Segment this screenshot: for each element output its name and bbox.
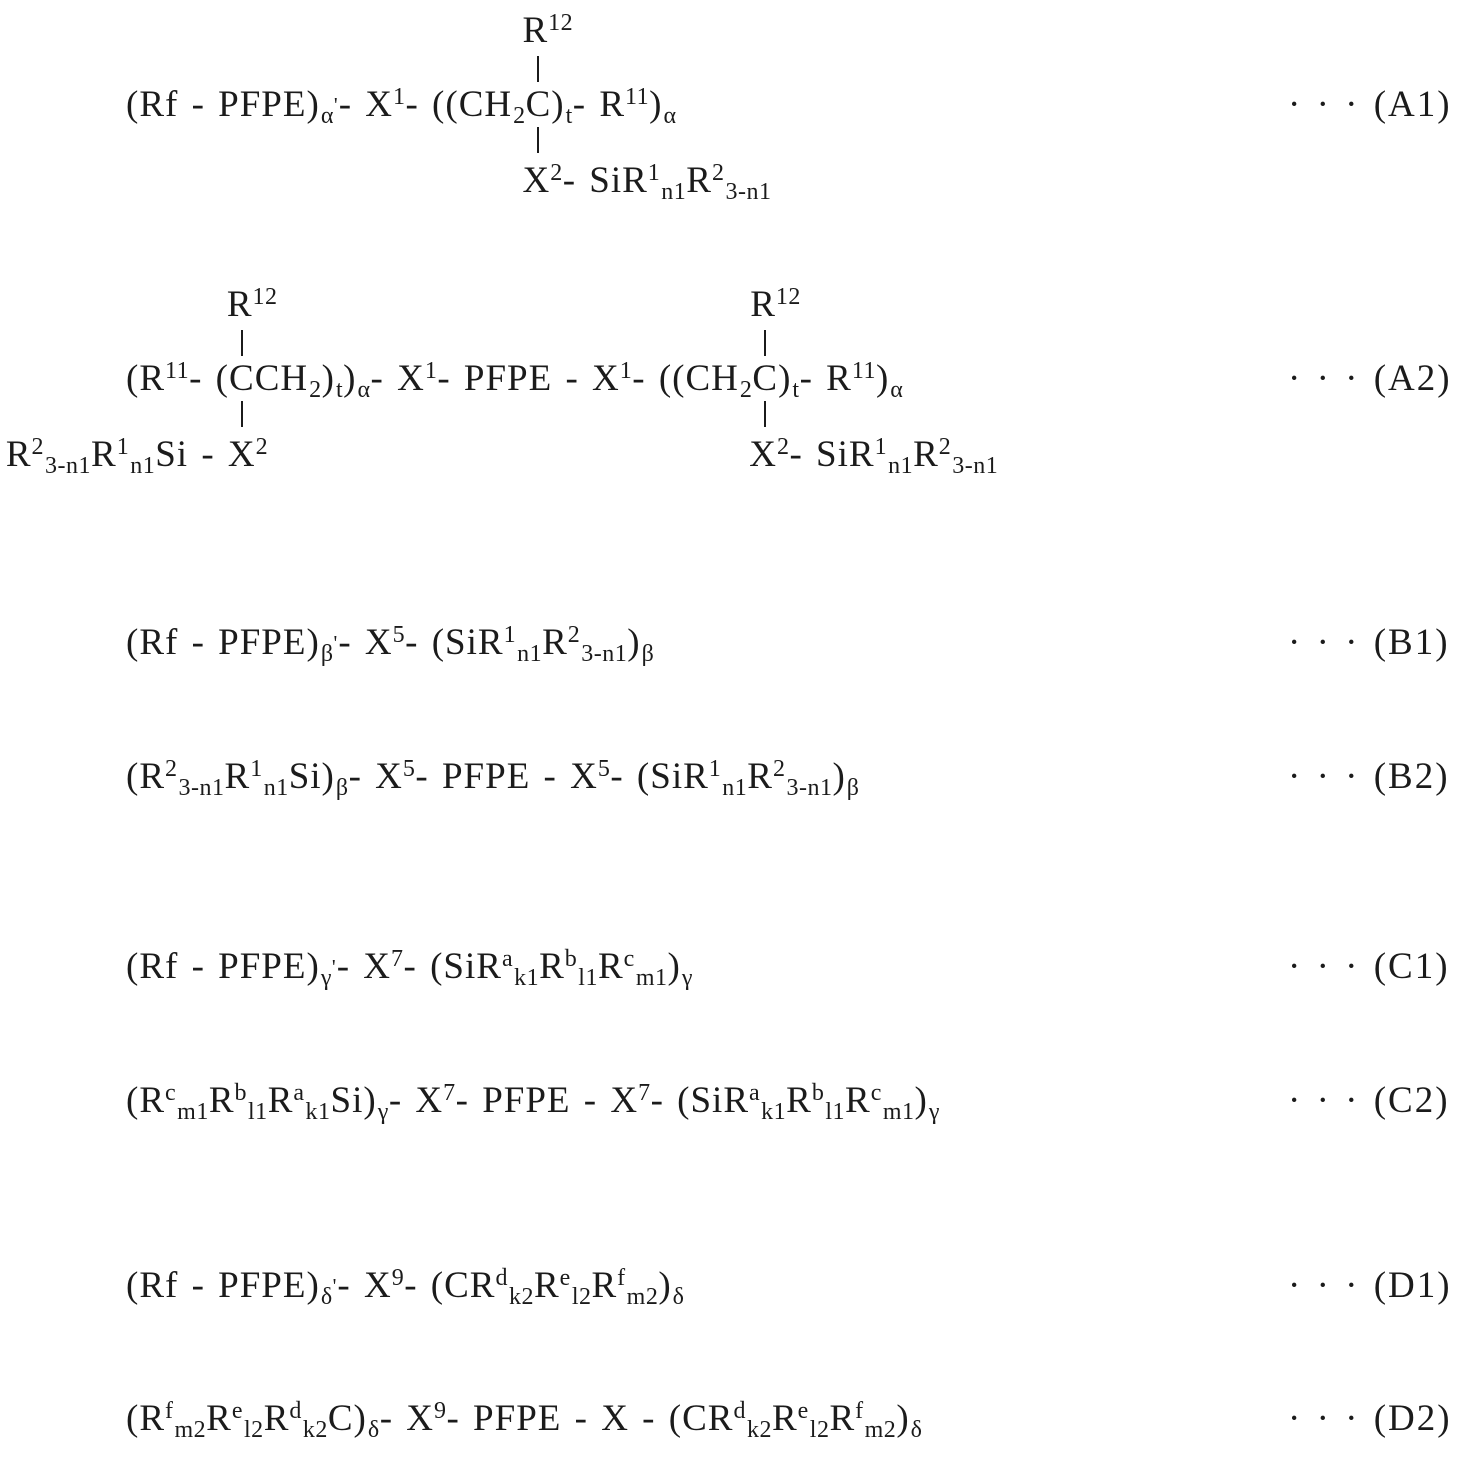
token: R [226,284,253,325]
formula-label-A1 [1288,86,1452,123]
token: a [749,1079,761,1106]
token: b [564,945,578,972]
token: n1 [263,775,289,802]
token: k1 [305,1099,331,1126]
main-line [126,83,677,130]
token: · · · (C2) [1288,1080,1450,1121]
token: β [320,641,334,668]
token: 1 [874,433,888,460]
token: ' [332,1274,338,1299]
token: b [234,1079,248,1106]
token: n1 [517,641,543,668]
substituent-top-right [750,283,801,325]
formula-label-B1 [1288,624,1450,661]
token: m2 [626,1284,659,1311]
bond-line [764,330,766,356]
formula-label-A2 [1288,360,1452,397]
token: ' [331,955,337,980]
token: R [845,1080,871,1121]
token: R [747,756,773,797]
token: l1 [248,1099,268,1126]
token: R [539,946,565,987]
token: ) [649,84,663,125]
token: ' [333,93,339,118]
token: l1 [578,965,598,992]
main-line [126,1397,923,1444]
token: 9 [391,1264,405,1291]
token: R [771,1398,798,1439]
token: 11 [625,83,650,110]
token: n1 [888,453,914,480]
token: R [913,434,939,475]
token: - ((CH [405,84,513,125]
token: (R [126,1080,165,1121]
token: m1 [882,1099,915,1126]
token: d [733,1397,746,1424]
token: 5 [402,755,416,782]
token: ) [551,84,565,125]
token: β [641,641,655,668]
token: 2 [31,433,45,460]
token: c [165,1079,177,1106]
token: 1 [503,621,517,648]
token: R [267,1080,294,1121]
token: m1 [635,965,668,992]
main-line [126,357,904,404]
token: n1 [661,179,687,206]
bond-line [537,56,539,82]
token: 3-n1 [725,179,772,206]
substituent-bottom [522,159,772,206]
formula-label-D2 [1288,1400,1452,1437]
token: 12 [548,9,574,36]
token: CH [254,358,309,399]
formula-label-B2 [1288,758,1450,795]
bond-line [537,127,539,153]
token: - X [388,1080,444,1121]
token: 2 [711,159,725,186]
token: 3-n1 [178,775,225,802]
token: d [495,1264,508,1291]
token: 1 [116,433,130,460]
token: · · · (A2) [1288,358,1452,399]
token: ) [914,1080,928,1121]
token: R [829,1398,856,1439]
token: - SiR [562,160,648,201]
token: 1 [619,357,633,384]
formula-label-C1 [1288,948,1450,985]
token: (R [126,756,165,797]
token: 1 [424,357,438,384]
token: e [559,1264,571,1291]
token: - PFPE - X - (CR [446,1398,734,1439]
token: - (SiR [610,756,709,797]
token: · · · (C1) [1288,946,1450,987]
token: R [533,1265,560,1306]
token: 5 [597,755,611,782]
anchor-atom: C [229,358,255,399]
token: 11 [165,357,190,384]
token: b [811,1079,825,1106]
substituent-top [522,9,574,51]
token: - X [338,622,393,663]
token: a [501,945,514,972]
token: k1 [514,965,540,992]
token: R [786,1080,812,1121]
token: 1 [708,755,722,782]
token: Si - X [155,434,256,475]
token: γ [320,965,332,992]
token: 3-n1 [786,775,833,802]
token: (Rf - PFPE) [126,84,320,125]
token: 1 [647,159,661,186]
token: 3-n1 [581,641,628,668]
token: Si) [330,1080,377,1121]
token: 7 [443,1079,456,1106]
token: - (SiR [403,946,502,987]
token: α [320,103,334,130]
substituent-bottom-right [749,433,999,480]
token: R [522,10,549,51]
token: n1 [722,775,748,802]
token: ) [875,358,890,399]
token: - SiR [789,434,875,475]
token: α [663,103,677,130]
token: α [357,377,371,404]
token: t [565,103,573,130]
token: δ [367,1417,380,1444]
token: k2 [302,1417,328,1444]
token: · · · (D1) [1288,1265,1452,1306]
token: k1 [761,1099,787,1126]
token: R [206,1398,232,1439]
token: R [591,1265,618,1306]
token: 2 [772,755,786,782]
bond-line [241,330,243,356]
token: k2 [746,1417,772,1444]
main-line [126,621,655,668]
token: - PFPE - X [455,1080,639,1121]
token: C) [327,1398,367,1439]
token: 5 [392,621,406,648]
token: l2 [244,1417,264,1444]
token: ) [832,756,846,797]
token: - PFPE - X [415,756,598,797]
token: m1 [177,1099,209,1126]
token: n1 [130,453,156,480]
token: - ( [189,358,230,399]
token: f [855,1397,864,1424]
token: l2 [571,1284,592,1311]
token: δ [910,1417,923,1444]
main-line [126,945,693,992]
token: 2 [309,377,322,404]
token: 2 [567,621,581,648]
token: f [617,1264,626,1291]
token: · · · (D2) [1288,1398,1452,1439]
token: c [623,945,635,972]
token: (Rf - PFPE) [126,946,320,987]
token: e [797,1397,809,1424]
token: f [165,1397,174,1424]
token: 1 [250,755,263,782]
token: 2 [513,103,526,130]
token: · · · (B2) [1288,756,1450,797]
token: - (CR [404,1265,496,1306]
formula-label-C2 [1288,1082,1450,1119]
substituent-bottom-left [5,433,269,480]
token: 2 [550,159,563,186]
token: ) [667,946,681,987]
token: ) [896,1398,910,1439]
token: ) [658,1265,672,1306]
token: 12 [252,283,278,310]
token: d [289,1397,302,1424]
token: R [750,284,776,325]
token: 2 [255,433,269,460]
token: β [335,775,349,802]
anchor-atom: C [525,84,552,125]
token: - ((CH [632,358,739,399]
token: X [522,160,551,201]
token: - X [338,84,393,125]
token: γ [377,1099,389,1126]
token: 7 [391,945,404,972]
token: 2 [165,755,178,782]
token: - R [799,358,852,399]
token: - X [370,358,425,399]
token: - X [337,1265,392,1306]
token: R [597,946,624,987]
token: - PFPE - X [437,358,620,399]
token: ) [321,358,335,399]
token: 12 [775,283,801,310]
token: 9 [433,1397,447,1424]
token: a [293,1079,305,1106]
token: β [846,775,860,802]
token: - X [348,756,403,797]
token: e [231,1397,244,1424]
token: α [890,377,904,404]
formula-label-D1 [1288,1267,1452,1304]
main-line [126,1264,685,1311]
token: - X [336,946,392,987]
token: 3-n1 [45,453,92,480]
token: · · · (B1) [1288,622,1450,663]
bond-line [241,401,243,427]
token: m2 [864,1417,897,1444]
token: - X [379,1398,434,1439]
token: γ [928,1099,940,1126]
substituent-top-left [226,283,278,325]
token: R [91,434,117,475]
token: - (SiR [405,622,504,663]
token: l2 [809,1417,830,1444]
token: l1 [825,1099,846,1126]
token: R [263,1398,290,1439]
main-line [126,755,860,802]
token: ) [627,622,641,663]
token: (R [126,358,165,399]
token: 2 [938,433,952,460]
token: δ [672,1284,685,1311]
bond-line [764,401,766,427]
token: 2 [776,433,790,460]
token: 1 [392,83,406,110]
token: - (SiR [650,1080,750,1121]
token: ' [333,631,339,656]
token: R [686,160,712,201]
token: k2 [508,1284,534,1311]
token: γ [681,965,693,992]
anchor-atom: C [752,358,779,399]
token: (R [126,1398,165,1439]
token: (Rf - PFPE) [126,622,320,663]
main-line [126,1079,940,1126]
token: - R [572,84,626,125]
token: 11 [851,357,876,384]
token: c [870,1079,882,1106]
token: R [224,756,251,797]
token: m2 [174,1417,207,1444]
token: ) [778,358,792,399]
token: ) [343,358,357,399]
token: (Rf - PFPE) [126,1265,320,1306]
token: t [792,377,800,404]
token: R [208,1080,235,1121]
token: t [335,377,344,404]
token: 2 [739,377,753,404]
token: R [542,622,568,663]
token: · · · (A1) [1288,84,1452,125]
token: 7 [638,1079,651,1106]
token: δ [320,1284,333,1311]
token: X [749,434,777,475]
token: R [5,434,32,475]
token: 3-n1 [952,453,999,480]
token: Si) [288,756,335,797]
